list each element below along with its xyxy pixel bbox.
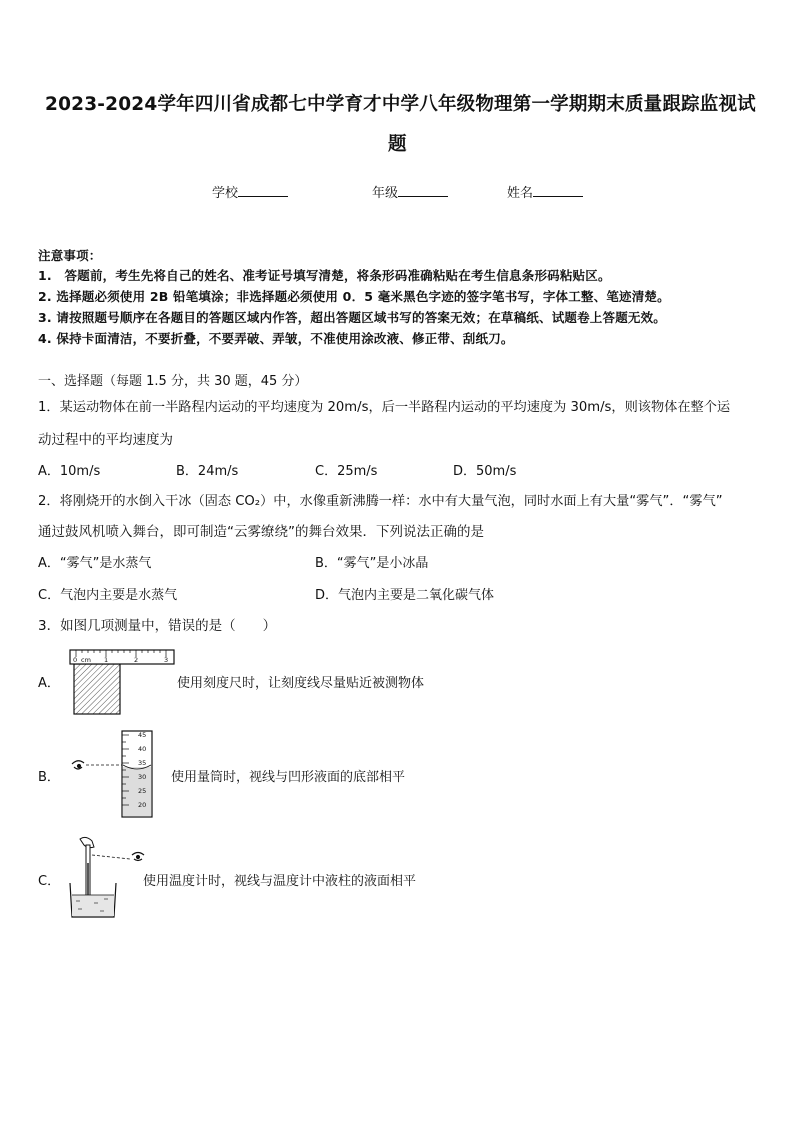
- q2-option-c: C．气泡内主要是水蒸气: [38, 588, 178, 603]
- school-label: 学校: [212, 186, 239, 201]
- ruler-tick-label: 3: [164, 656, 169, 664]
- q3-option-a-label: A．: [38, 676, 60, 691]
- ruler-tick-label: 0: [73, 656, 78, 664]
- beaker-liquid: [72, 895, 114, 916]
- notes-heading: 注意事项：: [38, 248, 102, 263]
- cylinder-tick-label: 45: [138, 731, 147, 739]
- page-title-line2: 题: [388, 134, 407, 155]
- q2-option-a: A．“雾气”是水蒸气: [38, 556, 152, 571]
- ruler-tick-label: 1: [104, 656, 109, 664]
- q1-option-b: B．24m/s: [176, 464, 239, 479]
- note-item-2: 2. 选择题必须使用 2B 铅笔填涂；非选择题必须使用 0．5 毫米黑色字迹的签字笔书写，字体工整、笔迹清楚。: [38, 289, 670, 304]
- thermometer-figure: [64, 833, 150, 919]
- q1-text-line1: 1．某运动物体在前一半路程内运动的平均速度为 20m/s，后一半路程内运动的平均速度为 30m/s，则该物体在整个运: [38, 400, 731, 415]
- q2-text-line1: 2．将刚烧开的水倒入干冰（固态 CO₂）中，水像重新沸腾一样：水中有大量气泡，同时水面上有大量“雾气”．“雾气”: [38, 494, 723, 509]
- page-title-line1: 2023-2024学年四川省成都七中学育才中学八年级物理第一学期期末质量跟踪监视试: [45, 94, 756, 115]
- eye-icon: [72, 761, 84, 769]
- q3-option-c-text: 使用温度计时，视线与温度计中液柱的液面相平: [143, 874, 417, 889]
- name-label: 姓名: [507, 186, 534, 201]
- q1-option-a: A．10m/s: [38, 464, 101, 479]
- section-heading: 一、选择题（每题 1.5 分，共 30 题，45 分）: [38, 374, 308, 389]
- grade-label: 年级: [372, 186, 399, 201]
- q2-option-b: B．“雾气”是小冰晶: [315, 556, 429, 571]
- q2-option-d: D．气泡内主要是二氧化碳气体: [315, 588, 495, 603]
- school-field: [212, 182, 288, 201]
- sight-line: [92, 855, 130, 859]
- name-field: [507, 182, 583, 201]
- note-item-1: 1. 答题前，考生先将自己的姓名、准考证号填写清楚，将条形码准确粘贴在考生信息条形码粘贴区。: [38, 268, 611, 283]
- cylinder-tick-label: 30: [138, 773, 147, 781]
- q1-option-d: D．50m/s: [453, 464, 517, 479]
- cylinder-tick-label: 40: [138, 745, 147, 753]
- cylinder-tick-label: 20: [138, 801, 147, 809]
- q2-text-line2: 通过鼓风机喷入舞台，即可制造“云雾缭绕”的舞台效果．下列说法正确的是: [38, 524, 484, 540]
- grade-blank: [398, 184, 448, 197]
- cylinder-tick-label: 35: [138, 759, 147, 767]
- name-blank: [533, 184, 583, 197]
- q1-option-c: C．25m/s: [315, 464, 378, 479]
- q1-text-line2: 动过程中的平均速度为: [38, 432, 173, 448]
- note-item-4: 4. 保持卡面清洁，不要折叠，不要弄破、弄皱，不准使用涂改液、修正带、刮纸刀。: [38, 331, 514, 346]
- note-item-3: 3. 请按照题号顺序在各题目的答题区域内作答，超出答题区域书写的答案无效；在草稿纸、试题卷上答题无效。: [38, 310, 666, 325]
- measuring-cylinder-figure: [66, 727, 166, 819]
- ruler-tick-label: cm: [81, 656, 91, 664]
- measured-block: [74, 664, 120, 714]
- q3-option-b-label: B．: [38, 770, 60, 785]
- eye-icon: [132, 853, 144, 861]
- school-blank: [238, 184, 288, 197]
- q3-option-b-text: 使用量筒时，视线与凹形液面的底部相平: [171, 770, 406, 785]
- grade-field: [372, 182, 448, 201]
- ruler-figure: [68, 648, 176, 716]
- q3-text: 3．如图几项测量中，错误的是（ ）: [38, 618, 277, 634]
- cylinder-liquid: [123, 767, 151, 816]
- q3-option-a-text: 使用刻度尺时，让刻度线尽量贴近被测物体: [177, 676, 425, 691]
- q3-option-c-label: C．: [38, 874, 61, 889]
- ruler-tick-label: 2: [134, 656, 139, 664]
- cylinder-tick-label: 25: [138, 787, 147, 795]
